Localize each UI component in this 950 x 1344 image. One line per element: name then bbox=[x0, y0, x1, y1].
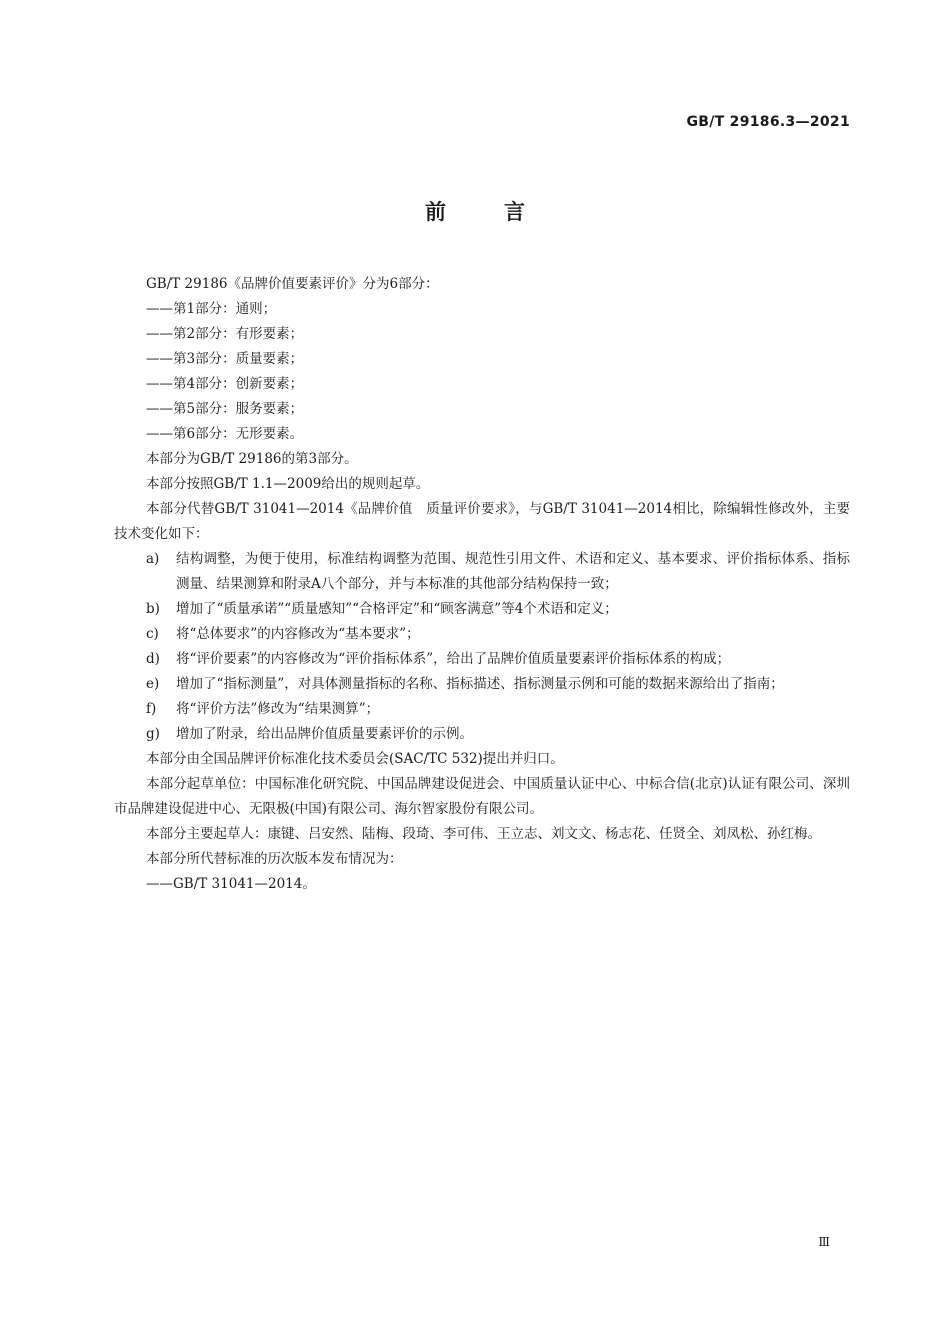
change-item bbox=[114, 622, 850, 647]
parts-intro: GB/T 29186《品牌价值要素评价》分为6部分： bbox=[146, 276, 439, 292]
part-item: ——第4部分：创新要素； bbox=[146, 376, 304, 392]
change-label: d) bbox=[146, 651, 160, 667]
change-item bbox=[114, 597, 850, 622]
foreword-body bbox=[114, 272, 850, 897]
drafters-paragraph: 本部分主要起草人：康键、吕安然、陆梅、段琦、李可伟、王立志、刘文文、杨志花、任贤全、刘凤松、孙红梅。 bbox=[146, 826, 821, 842]
change-label: e) bbox=[146, 676, 160, 692]
change-item bbox=[114, 697, 850, 722]
part-item: ——第5部分：服务要素； bbox=[146, 401, 304, 417]
change-label: a) bbox=[146, 551, 160, 567]
part-item: ——第3部分：质量要素； bbox=[146, 351, 304, 367]
part-item: ——第2部分：有形要素； bbox=[146, 326, 304, 342]
proposed-by-paragraph: 本部分由全国品牌评价标准化技术委员会(SAC/TC 532)提出并归口。 bbox=[146, 751, 564, 767]
change-item bbox=[114, 722, 850, 747]
change-label: c) bbox=[146, 626, 159, 642]
part-item: ——第6部分：无形要素。 bbox=[146, 426, 304, 442]
part-item: ——第1部分：通则； bbox=[146, 301, 277, 317]
standard-code: GB/T 29186.3—2021 bbox=[686, 114, 850, 130]
drafting-units-paragraph: 本部分起草单位：中国标准化研究院、中国品牌建设促进会、中国质量认证中心、中标合信(北京)认证有限公司、深圳市品牌建设促进中心、无限极(中国)有限公司、海尔智家股份有限公司。 bbox=[114, 776, 850, 817]
change-item bbox=[114, 672, 850, 697]
change-text: 增加了附录，给出品牌价值质量要素评价的示例。 bbox=[176, 726, 473, 742]
part-of-paragraph: 本部分为GB/T 29186的第3部分。 bbox=[146, 451, 358, 467]
page-title: 前言 bbox=[425, 200, 583, 224]
change-text: 将“总体要求”的内容修改为“基本要求”； bbox=[176, 626, 420, 642]
page-number: Ⅲ bbox=[818, 1235, 830, 1249]
change-text: 结构调整，为便于使用，标准结构调整为范围、规范性引用文件、术语和定义、基本要求、评价指标体系、指标测量、结果测算和附录A八个部分，并与本标准的其他部分结构保持一致； bbox=[176, 551, 850, 592]
history-version-item: ——GB/T 31041—2014。 bbox=[146, 876, 316, 892]
drafting-rule-paragraph: 本部分按照GB/T 1.1—2009给出的规则起草。 bbox=[146, 476, 430, 492]
change-label: g) bbox=[146, 726, 160, 742]
change-text: 将“评价要素”的内容修改为“评价指标体系”，给出了品牌价值质量要素评价指标体系的构成； bbox=[176, 651, 731, 667]
change-label: f) bbox=[146, 701, 157, 717]
change-text: 增加了“指标测量”，对具体测量指标的名称、指标描述、指标测量示例和可能的数据来源给出了指南； bbox=[176, 676, 784, 692]
change-item bbox=[114, 547, 850, 597]
history-intro-paragraph: 本部分所代替标准的历次版本发布情况为： bbox=[146, 851, 403, 867]
change-text: 增加了“质量承诺”“质量感知”“合格评定”和“顾客满意”等4个术语和定义； bbox=[176, 601, 618, 617]
change-text: 将“评价方法”修改为“结果测算”； bbox=[176, 701, 380, 717]
change-label: b) bbox=[146, 601, 160, 617]
change-item bbox=[114, 647, 850, 672]
replaces-paragraph: 本部分代替GB/T 31041—2014《品牌价值 质量评价要求》，与GB/T 31041—2014相比，除编辑性修改外，主要技术变化如下： bbox=[114, 501, 850, 542]
